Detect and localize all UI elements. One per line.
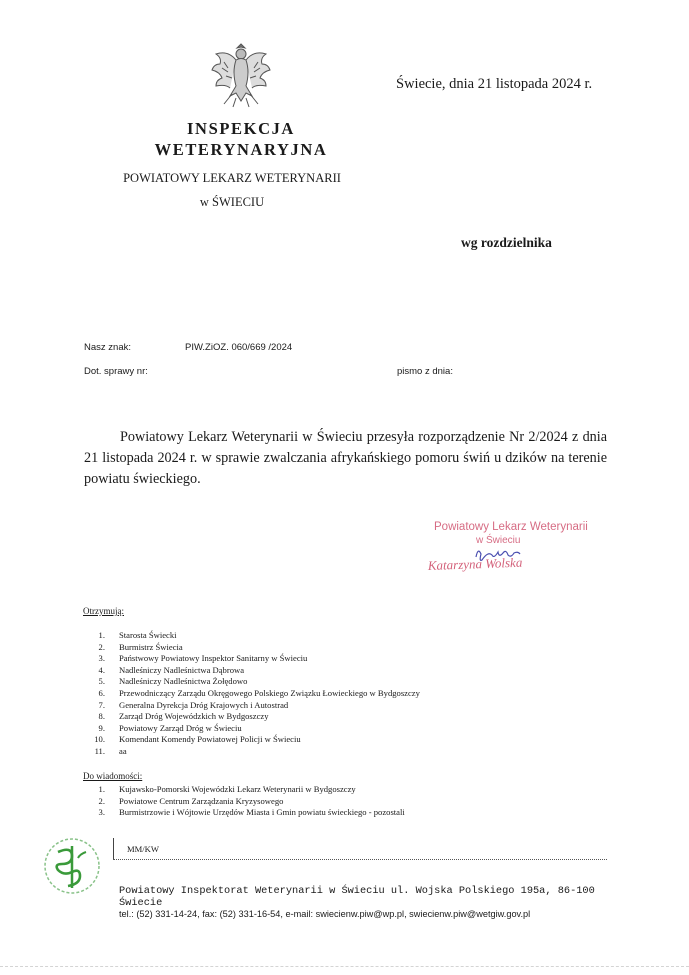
our-reference-value: PIW.ZiOZ. 060/669 /2024 [185, 342, 293, 353]
polish-eagle-emblem-icon [206, 38, 276, 110]
list-item-text: Przewodniczący Zarządu Okręgowego Polskiego Związku Łowieckiego w Bydgoszczy [119, 687, 420, 698]
office-name-line2: w ŚWIECIU [199, 195, 265, 209]
list-item-text: Nadleśniczy Nadleśnictwa Żołędowo [119, 676, 248, 687]
list-item [83, 630, 420, 642]
stamp-line1: Powiatowy Lekarz Weterynarii [434, 521, 588, 533]
body-paragraph: Powiatowy Lekarz Weterynarii w Świeciu przesyła rozporządzenie Nr 2/2024 z dnia 21 listopada 2024 r. w sprawie zwalczania afrykańskiego pomoru świń u dzików na terenie powiatu świeckiego. [84, 429, 607, 487]
list-item [83, 665, 420, 677]
list-item [83, 734, 420, 746]
list-item-text: Generalna Dyrekcja Dróg Krajowych i Autostrad [119, 699, 289, 710]
list-item-text: Powiatowe Centrum Zarządzania Kryzysowego [119, 795, 284, 806]
list-item [83, 723, 420, 735]
list-item [83, 784, 405, 796]
list-item-text: Komendant Komendy Powiatowej Policji w Świeciu [119, 734, 301, 745]
veterinary-caduceus-logo-icon [42, 836, 102, 896]
footer-separator [113, 859, 607, 860]
list-item [83, 807, 405, 819]
list-item [83, 746, 420, 758]
cc-list [83, 784, 405, 819]
list-item-number: 11. [94, 745, 105, 756]
list-item [83, 688, 420, 700]
list-item-number: 2. [98, 641, 105, 652]
distribution-heading: Otrzymują: [83, 606, 124, 616]
signatory-name: Katarzyna Wolska [427, 554, 523, 573]
list-item-text: Burmistrz Świecia [119, 641, 183, 652]
list-item-number: 8. [98, 711, 105, 722]
list-item [83, 676, 420, 688]
letter-date-label: pismo z dnia: [397, 366, 453, 377]
footer-vertical-rule [113, 838, 114, 859]
footer-address-line1: Powiatowy Inspektorat Weterynarii w Świeciu ul. Wojska Polskiego 195a, 86-100 [119, 885, 595, 897]
stamp-line2: w Świeciu [476, 535, 521, 546]
footer-contact: tel.: (52) 331-14-24, fax: (52) 331-16-54, e-mail: swiecienw.piw@wp.pl, swiecienw.piw@wetgiw.gov.pl [119, 909, 531, 919]
list-item [83, 700, 420, 712]
scan-edge-line [0, 966, 689, 967]
list-item-number: 10. [94, 734, 105, 745]
list-item-text: Kujawsko-Pomorski Wojewódzki Lekarz Weterynarii w Bydgoszczy [119, 784, 356, 794]
list-item-text: Powiatowy Zarząd Dróg w Świeciu [119, 722, 242, 733]
list-item [83, 711, 420, 723]
list-item-number: 5. [98, 676, 105, 687]
case-number-label: Dot. sprawy nr: [84, 366, 148, 377]
list-item [83, 653, 420, 665]
institution-name-line2: WETERYNARYJNA [154, 140, 328, 159]
list-item-number: 3. [98, 653, 105, 664]
list-item-number: 7. [98, 699, 105, 710]
list-item-text: Burmistrzowie i Wójtowie Urzędów Miasta i Gmin powiatu świeckiego - pozostali [119, 807, 405, 818]
list-item-text: Państwowy Powiatowy Inspektor Sanitarny w Świeciu [119, 653, 308, 664]
list-item-number: 3. [98, 807, 105, 818]
distribution-list [83, 630, 420, 758]
list-item-number: 9. [98, 722, 105, 733]
recipient: wg rozdzielnika [461, 235, 552, 250]
list-item-text: aa [119, 745, 127, 756]
place-and-date: Świecie, dnia 21 listopada 2024 r. [396, 76, 593, 92]
list-item [83, 796, 405, 808]
letter-body [84, 427, 607, 490]
author-initials: MM/KW [127, 844, 159, 854]
official-stamp-signature [426, 516, 594, 578]
institution-name-line1: INSPEKCJA [187, 119, 295, 138]
office-name-line1: POWIATOWY LEKARZ WETERYNARII [123, 171, 341, 185]
list-item-text: Starosta Świecki [119, 630, 177, 640]
list-item-number: 1. [98, 784, 105, 794]
list-item-text: Zarząd Dróg Wojewódzkich w Bydgoszczy [119, 711, 269, 722]
list-item-number: 6. [98, 687, 105, 698]
list-item [83, 642, 420, 654]
list-item-number: 4. [98, 664, 105, 675]
cc-heading: Do wiadomości: [83, 771, 143, 781]
list-item-text: Nadleśniczy Nadleśnictwa Dąbrowa [119, 664, 245, 675]
footer-address-line2: Świecie [119, 897, 163, 909]
list-item-number: 2. [98, 795, 105, 806]
list-item-number: 1. [98, 630, 105, 640]
our-reference-label: Nasz znak: [84, 342, 131, 353]
